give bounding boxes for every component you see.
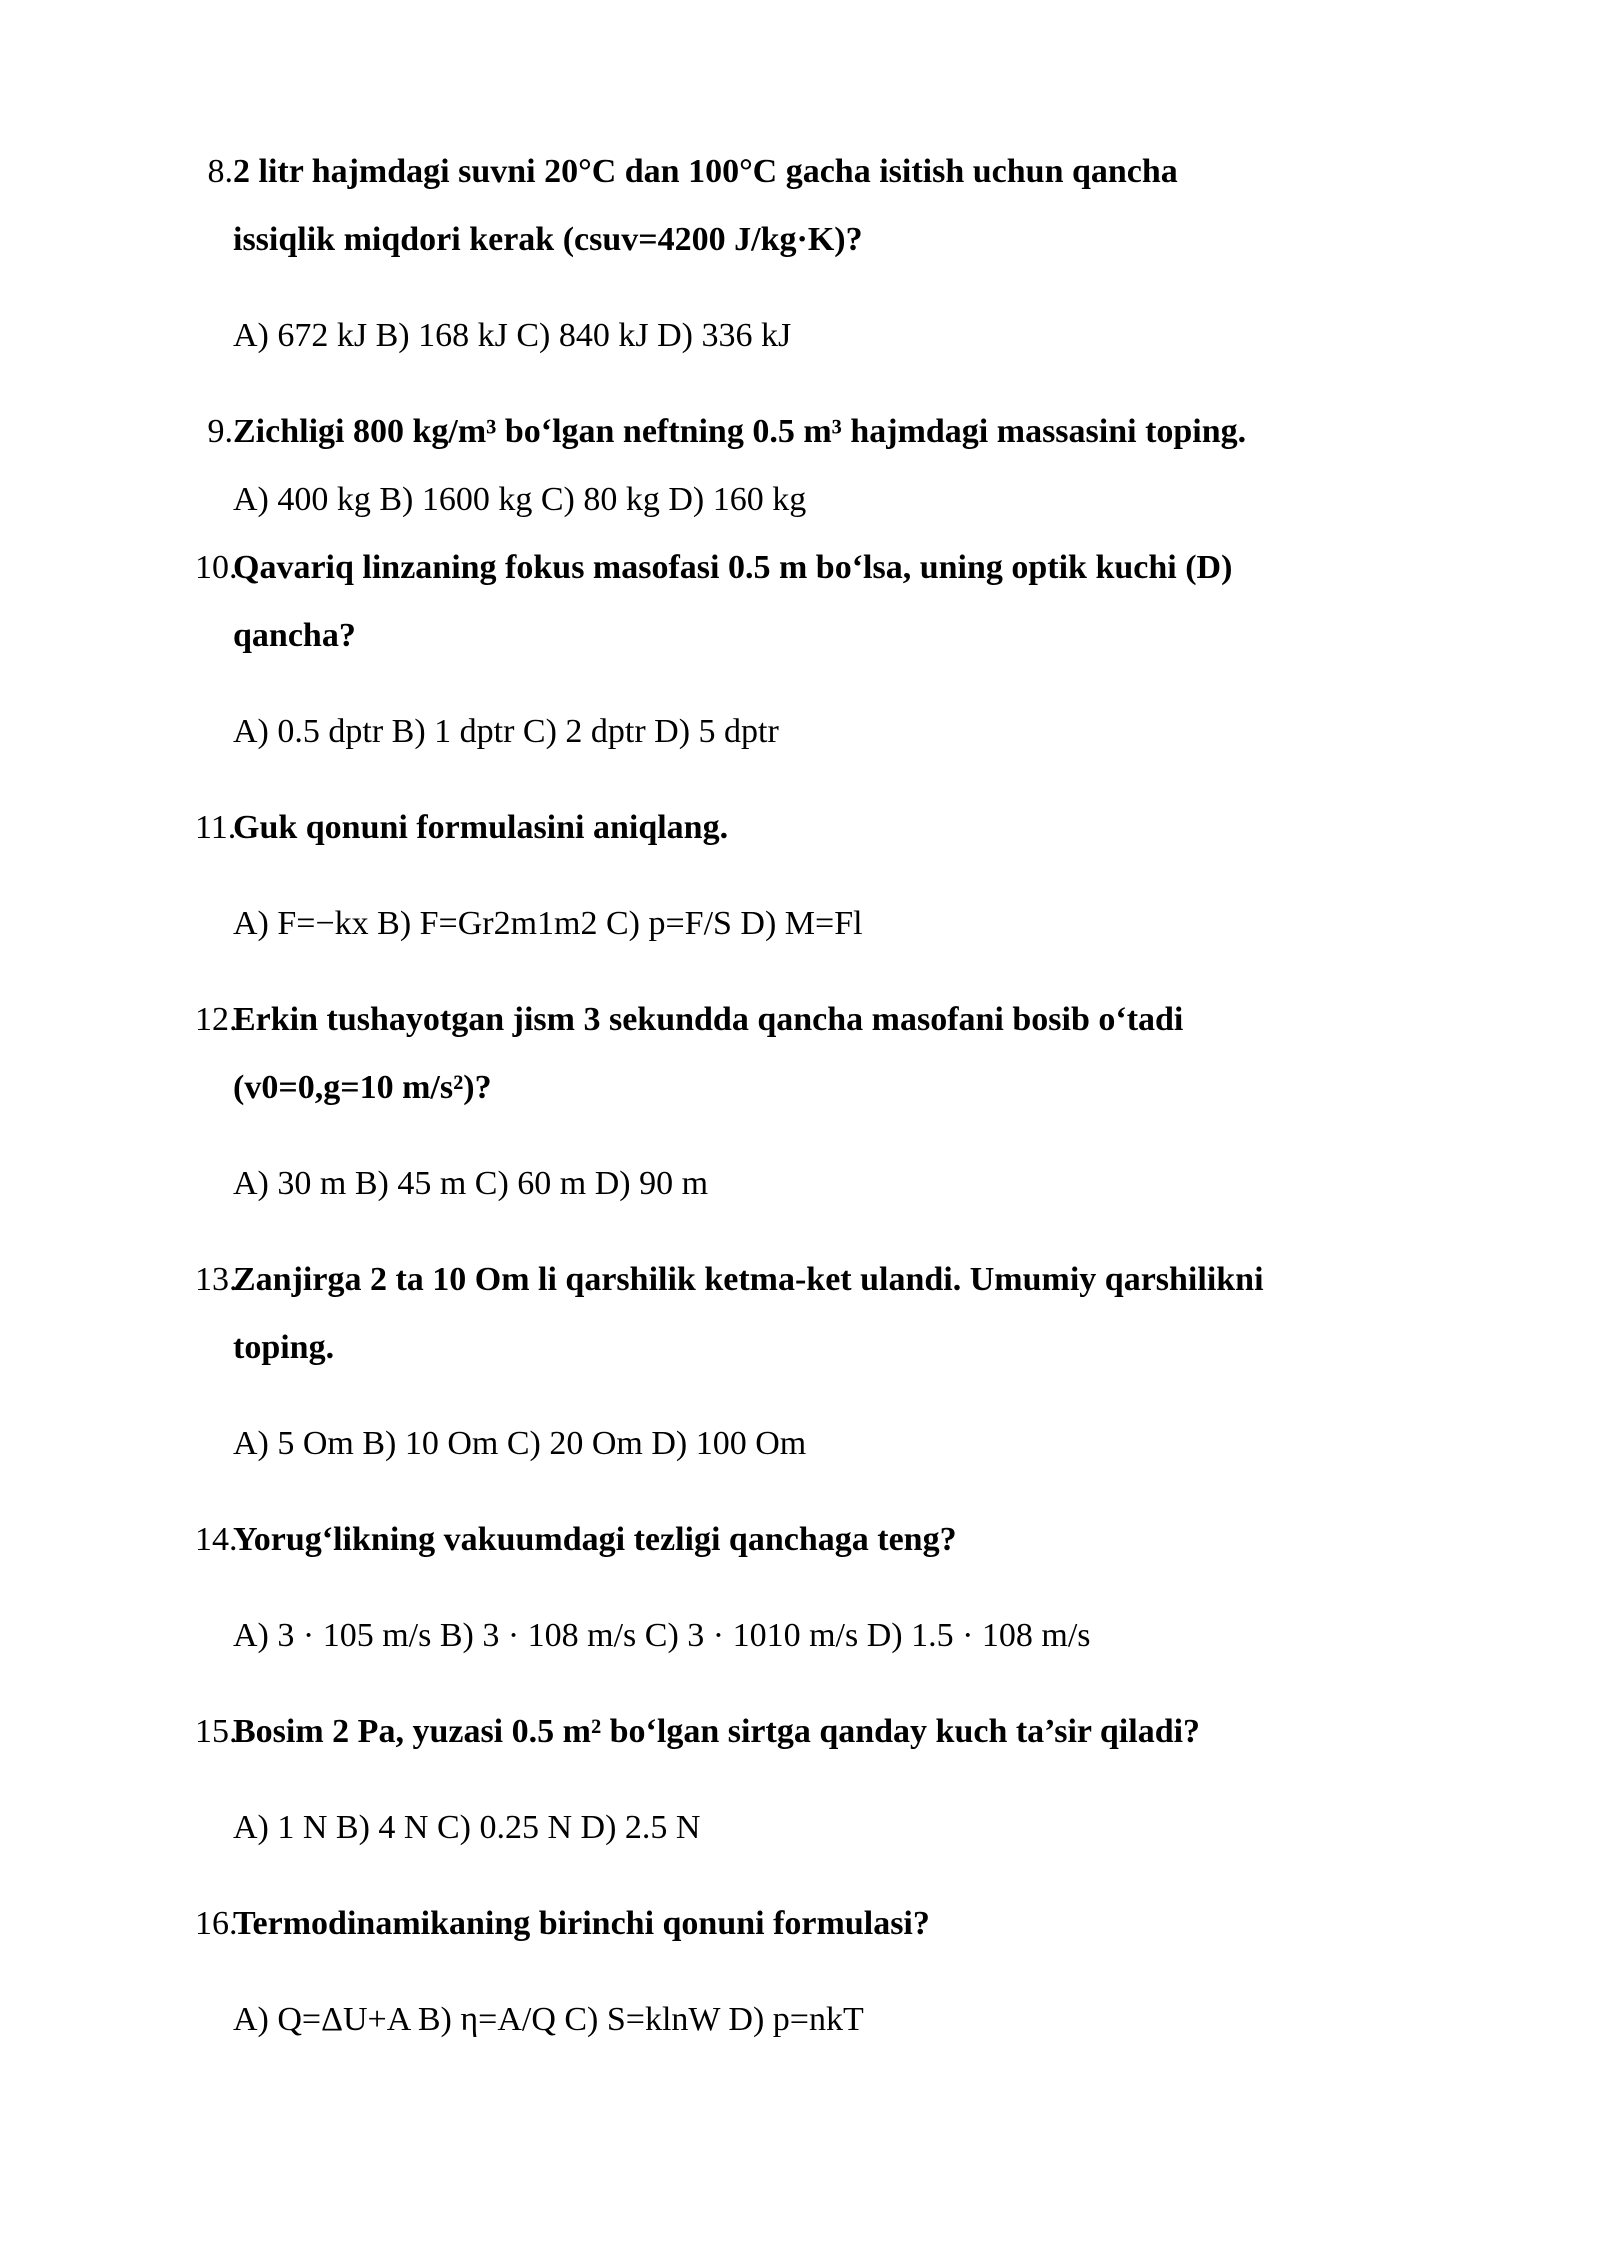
question-9-number: 9. [207,413,233,450]
question-15-options: A) 1 N B) 4 N C) 0.25 N D) 2.5 N [233,1809,701,1846]
question-14 [195,1506,1500,1574]
question-10-text-line-2: qancha? [233,617,356,654]
question-13-number: 13. [195,1261,238,1298]
question-15 [195,1698,1500,1766]
question-15-number: 15. [195,1713,238,1750]
question-9-text-line-1: Zichligi 800 kg/m³ bo‘lgan neftning 0.5 m³ hajmdagi massasini toping. [233,413,1247,450]
question-10-options: A) 0.5 dptr B) 1 dptr C) 2 dptr D) 5 dptr [233,713,779,750]
question-16-options: A) Q=ΔU+A B) η=A/Q C) S=klnW D) p=nkT [233,2001,864,2038]
question-8-options: A) 672 kJ B) 168 kJ C) 840 kJ D) 336 kJ [233,317,792,354]
question-12-options: A) 30 m B) 45 m C) 60 m D) 90 m [233,1165,709,1202]
question-13-options: A) 5 Om B) 10 Om C) 20 Om D) 100 Om [233,1425,807,1462]
question-14-options: A) 3 · 105 m/s B) 3 · 108 m/s C) 3 · 1010 m/s D) 1.5 · 108 m/s [233,1617,1091,1654]
question-10-text-line-1: Qavariq linzaning fokus masofasi 0.5 m bo‘lsa, uning optik kuchi (D) [233,549,1233,586]
question-10-number: 10. [195,549,238,586]
question-11-options: A) F=−kx B) F=Gr2m1m2 C) p=F/S D) M=Fl [233,905,863,942]
question-9 [195,398,1500,466]
question-12-text-line-2: (v0=0,g=10 m/s²)? [233,1069,492,1106]
question-8 [195,138,1500,274]
question-13-text-line-2: toping. [233,1329,335,1366]
question-10 [195,534,1500,670]
question-12-text-line-1: Erkin tushayotgan jism 3 sekundda qancha masofani bosib o‘tadi [233,1001,1184,1038]
question-12 [195,986,1500,1122]
question-14-number: 14. [195,1521,238,1558]
question-14-text-line-1: Yorug‘likning vakuumdagi tezligi qanchaga teng? [233,1521,957,1558]
question-8-text-line-2: issiqlik miqdori kerak (csuv=4200 J/kg·K)? [233,221,863,258]
question-8-text-line-1: 2 litr hajmdagi suvni 20°C dan 100°C gacha isitish uchun qancha [233,153,1178,190]
question-12-number: 12. [195,1001,238,1038]
question-11-text-line-1: Guk qonuni formulasini aniqlang. [233,809,729,846]
question-11 [195,794,1500,862]
question-16-text-line-1: Termodinamikaning birinchi qonuni formulasi? [233,1905,930,1942]
question-15-text-line-1: Bosim 2 Pa, yuzasi 0.5 m² bo‘lgan sirtga qanday kuch ta’sir qiladi? [233,1713,1201,1750]
question-9-options: A) 400 kg B) 1600 kg C) 80 kg D) 160 kg [233,481,807,518]
question-16 [195,1890,1500,1958]
question-11-number: 11. [195,809,237,846]
question-13-text-line-1: Zanjirga 2 ta 10 Om li qarshilik ketma-ket ulandi. Umumiy qarshilikni [233,1261,1264,1298]
question-13 [195,1246,1500,1382]
question-16-number: 16. [195,1905,238,1942]
question-8-number: 8. [207,153,233,190]
